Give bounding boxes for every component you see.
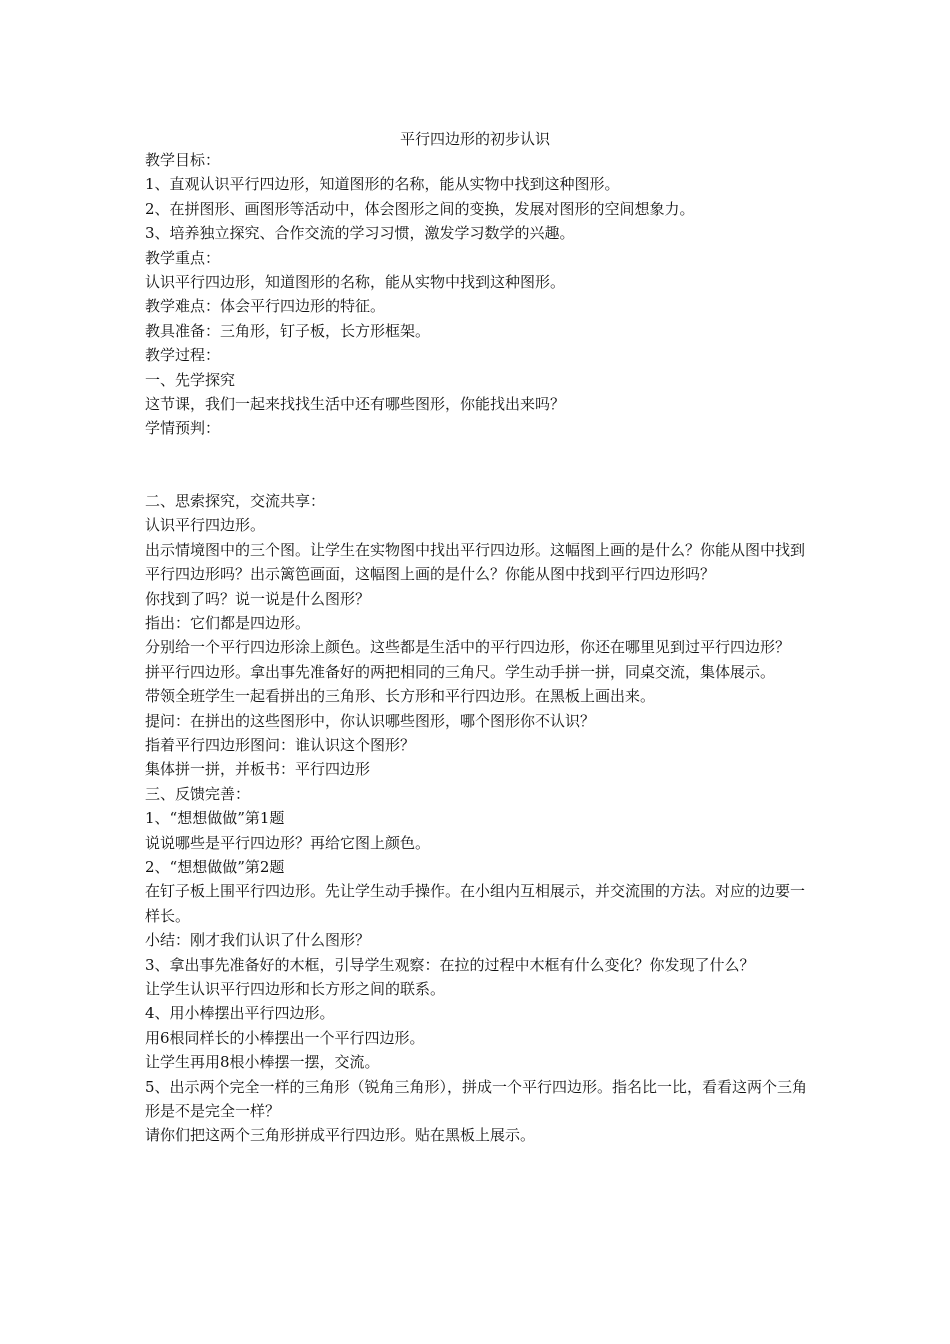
- body-paragraph: 在钉子板上围平行四边形。先让学生动手操作。在小组内互相展示，并交流围的方法。对应的边要一样长。: [145, 882, 806, 925]
- materials-text: 教具准备：三角形，钉子板，长方形框架。: [145, 321, 431, 340]
- section-heading-process: 教学过程：: [145, 346, 221, 365]
- body-paragraph: 5、出示两个完全一样的三角形（锐角三角形），拼成一个平行四边形。指名比一比，看看这两个三角形是不是完全一样？: [145, 1077, 808, 1121]
- step-heading: 三、反馈完善：: [145, 784, 251, 803]
- body-paragraph: 指着平行四边形图问：谁认识这个图形？: [145, 735, 416, 754]
- document-title: 平行四边形的初步认识: [399, 130, 550, 148]
- body-paragraph: 这节课，我们一起来找找生活中还有哪些图形，你能找出来吗？: [145, 395, 566, 414]
- body-paragraph: 让学生再用8根小棒摆一摆，交流。: [145, 1053, 380, 1072]
- body-paragraph: 请你们把这两个三角形拼成平行四边形。贴在黑板上展示。: [145, 1126, 536, 1145]
- body-paragraph: 集体拼一拼，并板书：平行四边形: [145, 760, 371, 779]
- body-paragraph: 说说哪些是平行四边形？再给它图上颜色。: [145, 833, 431, 852]
- exercise-heading: 2、“想想做做”第2题: [145, 857, 285, 876]
- objective-item: 2、在拼图形、画图形等活动中，体会图形之间的变换，发展对图形的空间想象力。: [145, 199, 695, 218]
- body-paragraph: 学情预判：: [145, 419, 221, 438]
- body-paragraph: 你找到了吗？说一说是什么图形？: [145, 589, 371, 608]
- difficulty-text: 教学难点：体会平行四边形的特征。: [145, 297, 386, 316]
- body-paragraph: 提问：在拼出的这些图形中，你认识哪些图形，哪个图形你不认识？: [145, 711, 596, 730]
- body-paragraph: 让学生认识平行四边形和长方形之间的联系。: [145, 980, 446, 998]
- document-body: [145, 148, 817, 1148]
- blank-space: [145, 441, 817, 489]
- body-paragraph: 拼平行四边形。拿出事先准备好的两把相同的三角尺。学生动手拼一拼，同桌交流，集体展示。: [145, 662, 776, 681]
- section-heading-key-points: 教学重点：: [145, 248, 221, 267]
- exercise-heading: 4、用小棒摆出平行四边形。: [145, 1004, 335, 1023]
- body-paragraph: 3、拿出事先准备好的木框，引导学生观察：在拉的过程中木框有什么变化？你发现了什么？: [145, 955, 755, 974]
- key-point-text: 认识平行四边形，知道图形的名称，能从实物中找到这种图形。: [145, 273, 566, 292]
- step-heading: 二、思索探究，交流共享：: [145, 491, 326, 510]
- body-paragraph: 带领全班学生一起看拼出的三角形、长方形和平行四边形。在黑板上画出来。: [145, 687, 656, 706]
- body-paragraph: 指出：它们都是四边形。: [145, 613, 311, 632]
- body-paragraph: 小结：刚才我们认识了什么图形？: [145, 931, 371, 950]
- section-heading-objectives: 教学目标：: [145, 151, 221, 169]
- exercise-heading: 1、“想想做做”第1题: [145, 809, 285, 828]
- step-heading: 一、先学探究: [145, 370, 236, 389]
- body-paragraph: 用6根同样长的小棒摆出一个平行四边形。: [145, 1028, 425, 1047]
- objective-item: 1、直观认识平行四边形，知道图形的名称，能从实物中找到这种图形。: [145, 175, 620, 194]
- body-paragraph: 认识平行四边形。: [145, 516, 266, 535]
- body-paragraph: 出示情境图中的三个图。让学生在实物图中找出平行四边形。这幅图上画的是什么？你能从图中找到平行四边形吗？出示篱笆画面，这幅图上画的是什么？你能从图中找到平行四边形吗？: [145, 540, 806, 584]
- body-paragraph: 分别给一个平行四边形涂上颜色。这些都是生活中的平行四边形，你还在哪里见到过平行四边形？: [145, 638, 791, 657]
- objective-item: 3、培养独立探究、合作交流的学习习惯，激发学习数学的兴趣。: [145, 224, 575, 243]
